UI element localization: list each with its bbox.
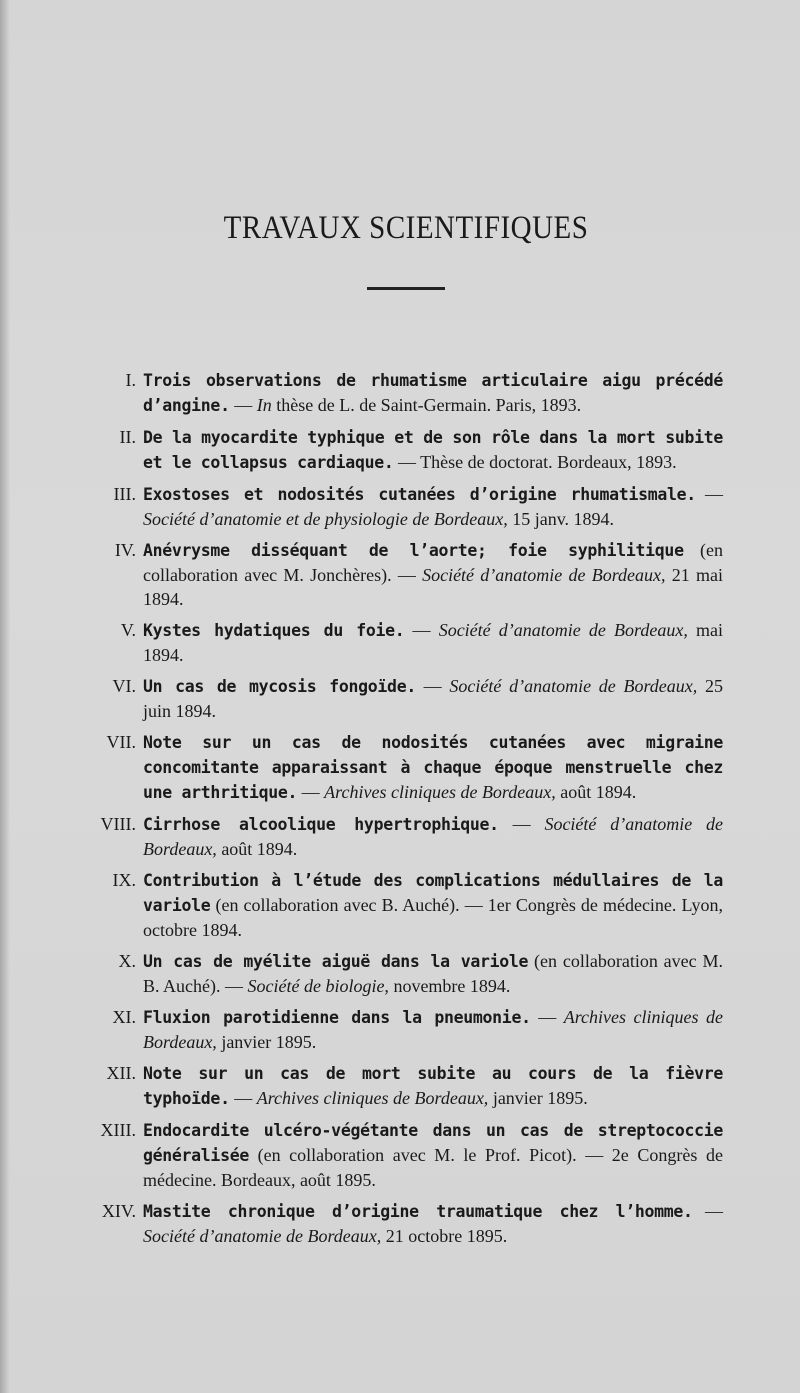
entry-venue: Société d’anatomie de Bordeaux, xyxy=(449,676,698,696)
publication-entry xyxy=(0,868,800,942)
entry-text xyxy=(143,674,723,723)
entry-details: (en collaboration avec M. Jonchères). — xyxy=(143,540,723,585)
entry-title: Note sur un cas de mort subite au cours de la fièvre typhoïde. xyxy=(143,1064,723,1108)
entry-details: janvier 1895. xyxy=(488,1088,588,1108)
publication-entry xyxy=(0,1118,800,1192)
publication-entry xyxy=(0,812,800,861)
entry-text xyxy=(143,368,723,418)
entry-text xyxy=(143,425,723,475)
entry-details: — xyxy=(695,484,723,504)
entry-details: (en collaboration avec M. B. Auché). — xyxy=(143,951,723,996)
entry-details: 15 janv. 1894. xyxy=(507,509,615,529)
entry-title: Trois observations de rhumatisme articulaire aigu précédé d’angine. xyxy=(143,371,723,415)
entry-title: Fluxion parotidienne dans la pneumonie. xyxy=(143,1008,531,1027)
entry-number: X. xyxy=(118,951,136,971)
entry-details: thèse de L. de Saint-Germain. Paris, 1893. xyxy=(271,395,582,415)
entry-number: XIV. xyxy=(101,1201,136,1221)
entry-title: Anévrysme disséquant de l’aorte; foie syphilitique xyxy=(143,541,684,560)
entry-venue: Archives cliniques de Bordeaux, xyxy=(256,1088,489,1108)
entry-text xyxy=(143,730,723,805)
publication-entry xyxy=(0,1199,800,1248)
entry-details: (en collaboration avec B. Auché). — 1er Congrès de médecine. Lyon, octobre 1894. xyxy=(143,895,723,940)
entry-details: — xyxy=(229,1088,257,1108)
entry-venue: Société d’anatomie de Bordeaux, xyxy=(143,814,724,859)
entry-number: VI. xyxy=(112,676,136,696)
entry-venue: Société d’anatomie de Bordeaux, xyxy=(143,1226,382,1246)
entry-venue: Archives cliniques de Bordeaux, xyxy=(143,1007,723,1052)
entry-title: Contribution à l’étude des complications médullaires de la variole xyxy=(143,871,723,915)
publication-entry xyxy=(0,949,800,998)
publication-list xyxy=(0,368,800,1255)
title-rule xyxy=(367,287,445,290)
entry-number: XIII. xyxy=(100,1120,136,1140)
entry-number: II. xyxy=(119,427,136,447)
entry-title: Un cas de myélite aiguë dans la variole xyxy=(143,952,529,971)
entry-details: — xyxy=(404,620,439,640)
entry-details: — xyxy=(229,395,257,415)
entry-text xyxy=(143,538,723,611)
entry-details: — xyxy=(498,814,545,834)
publication-entry xyxy=(0,368,800,418)
entry-venue: Société d’anatomie et de physiologie de Bordeaux, xyxy=(143,509,508,529)
publication-entry xyxy=(0,1061,800,1111)
entry-text xyxy=(143,949,723,998)
entry-title: Note sur un cas de nodosités cutanées avec migraine concomitante apparaissant à chaque époque menstruelle chez une arthritique. xyxy=(143,733,723,802)
entry-title: Mastite chronique d’origine traumatique chez l’homme. xyxy=(143,1202,693,1221)
entry-text xyxy=(143,868,723,942)
entry-details: 21 mai 1894. xyxy=(143,565,723,609)
entry-number: XII. xyxy=(106,1063,136,1083)
entry-venue: Archives cliniques de Bordeaux, xyxy=(324,782,556,802)
entry-number: VII. xyxy=(106,732,136,752)
entry-number: V. xyxy=(120,620,136,640)
entry-details: — xyxy=(415,676,450,696)
entry-title: Un cas de mycosis fongoïde. xyxy=(143,677,416,696)
entry-title: Endocardite ulcéro-végétante dans un cas de streptococcie généralisée xyxy=(143,1121,723,1165)
entry-title: Kystes hydatiques du foie. xyxy=(143,621,405,640)
publication-entry xyxy=(0,538,800,611)
entry-details: — xyxy=(297,782,325,802)
entry-title: Cirrhose alcoolique hypertrophique. xyxy=(143,815,499,834)
entry-text xyxy=(143,1005,723,1054)
entry-details: (en collaboration avec M. le Prof. Picot). — 2e Congrès de médecine. Bordeaux, août 1895. xyxy=(143,1145,723,1190)
publication-entry xyxy=(0,618,800,667)
entry-text xyxy=(143,1118,723,1192)
entry-details: novembre 1894. xyxy=(388,976,511,996)
page-title: TRAVAUX SCIENTIFIQUES xyxy=(223,210,589,246)
entry-details: — Thèse de doctorat. Bordeaux, 1893. xyxy=(393,452,677,472)
entry-venue: Société d’anatomie de Bordeaux, xyxy=(438,620,688,640)
entry-venue: Société d’anatomie de Bordeaux, xyxy=(422,565,666,585)
entry-number: I. xyxy=(125,370,136,390)
entry-details: janvier 1895. xyxy=(216,1032,317,1052)
publication-entry xyxy=(0,482,800,531)
entry-number: XI. xyxy=(112,1007,136,1027)
entry-number: IX. xyxy=(112,870,136,890)
entry-title: Exostoses et nodosités cutanées d’origine rhumatismale. xyxy=(143,485,696,504)
entry-text xyxy=(143,618,723,667)
entry-number: VIII. xyxy=(100,814,136,834)
entry-details: 21 octobre 1895. xyxy=(381,1226,508,1246)
publication-entry xyxy=(0,674,800,723)
publication-entry xyxy=(0,1005,800,1054)
publication-entry xyxy=(0,730,800,805)
entry-details: 25 juin 1894. xyxy=(143,676,723,721)
entry-venue: In xyxy=(256,395,272,415)
entry-number: IV. xyxy=(114,540,136,560)
entry-text xyxy=(143,482,723,531)
publication-entry xyxy=(0,425,800,475)
entry-details: — xyxy=(692,1201,723,1221)
entry-details: — xyxy=(530,1007,564,1027)
entry-venue: Société de biologie, xyxy=(247,976,389,996)
entry-details: août 1894. xyxy=(216,839,298,859)
entry-text xyxy=(143,812,723,861)
entry-text xyxy=(143,1061,723,1111)
entry-details: août 1894. xyxy=(555,782,637,802)
entry-title: De la myocardite typhique et de son rôle dans la mort subite et le collapsus cardiaque. xyxy=(143,428,723,472)
entry-text xyxy=(143,1199,723,1248)
entry-number: III. xyxy=(113,484,136,504)
entry-details: mai 1894. xyxy=(143,620,723,665)
